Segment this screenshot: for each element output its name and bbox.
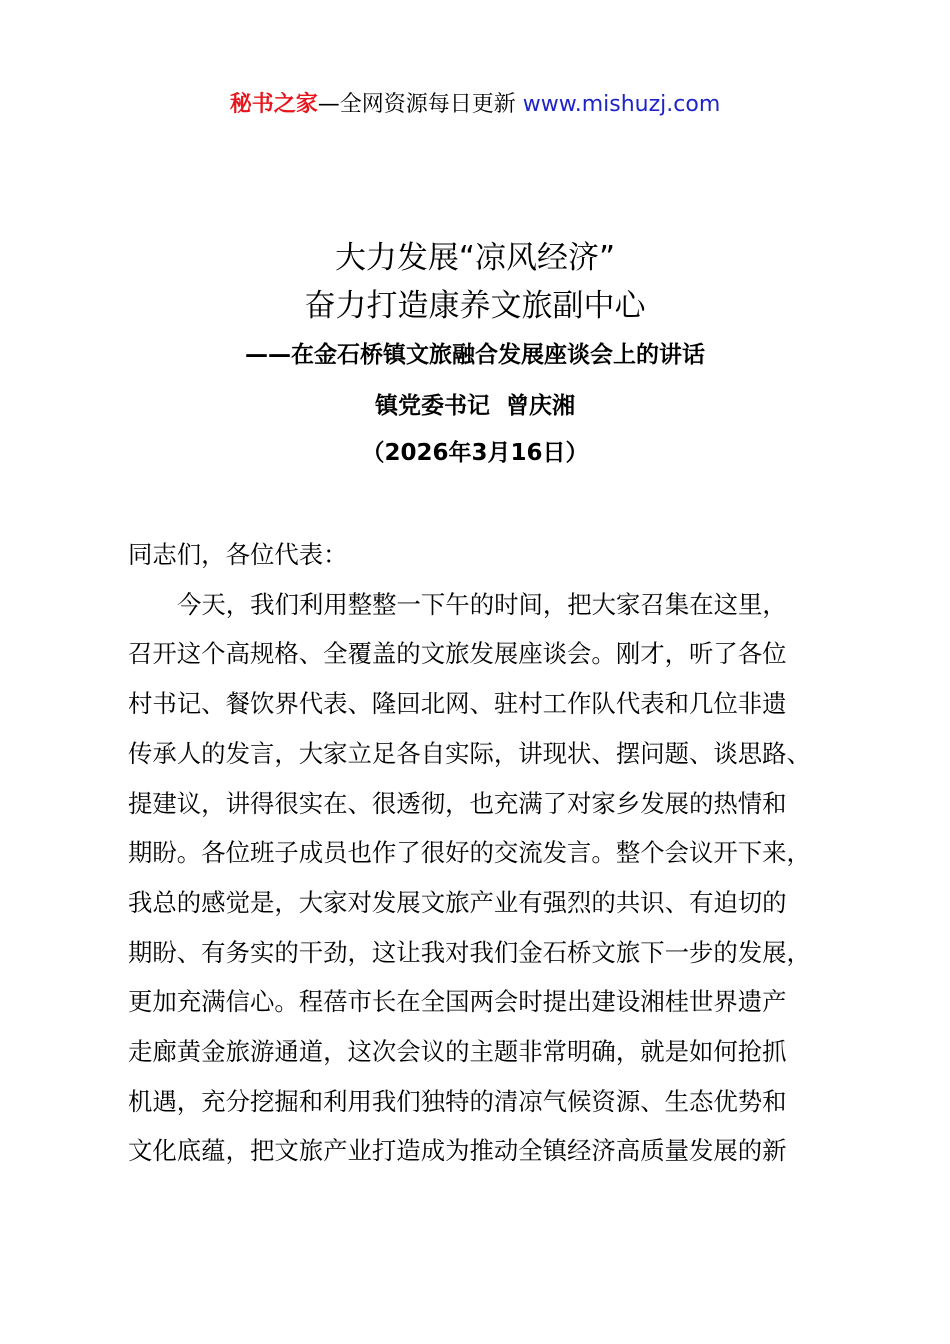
speech-body (128, 530, 858, 1176)
title-line-1: 大力发展“凉风经济” (334, 240, 616, 276)
paragraph-line: 期盼、有务实的干劲，这让我对我们金石桥文旅下一步的发展， (128, 937, 811, 967)
salutation: 同志们，各位代表： (128, 540, 348, 569)
brand-name: 秘书之家 (229, 92, 318, 117)
paragraph-line: 走廊黄金旅游通道，这次会议的主题非常明确，就是如何抢抓 (128, 1037, 787, 1067)
paragraph-line: 更加充满信心。程蓓市长在全国两会时提出建设湘桂世界遗产 (128, 987, 787, 1017)
paragraph-line: 机遇，充分挖掘和利用我们独特的清凉气候资源、生态优势和 (128, 1086, 787, 1116)
header-tagline: —全网资源每日更新 (317, 92, 516, 117)
paragraph-line: 我总的感觉是，大家对发展文旅产业有强烈的共识、有迫切的 (128, 887, 787, 917)
site-header (0, 88, 950, 122)
paragraph-line: 村书记、餐饮界代表、隆回北网、驻村工作队代表和几位非遗 (128, 689, 787, 719)
speaker-line: 镇党委书记 曾庆湘 (374, 393, 575, 419)
paragraph-line: 提建议，讲得很实在、很透彻，也充满了对家乡发展的热情和 (128, 788, 787, 818)
paragraph-line: 传承人的发言，大家立足各自实际，讲现状、摆问题、谈思路、 (128, 738, 811, 768)
speech-occasion: ——在金石桥镇文旅融合发展座谈会上的讲话 (245, 342, 705, 368)
paragraph-line: 文化底蕴，把文旅产业打造成为推动全镇经济高质量发展的新 (128, 1136, 787, 1166)
speech-date: （2026年3月16日） (361, 440, 589, 466)
paragraph-line: 召开这个高规格、全覆盖的文旅发展座谈会。刚才，听了各位 (128, 639, 787, 669)
paragraph-line: 期盼。各位班子成员也作了很好的交流发言。整个会议开下来， (128, 838, 811, 868)
paragraph-line: 今天，我们利用整整一下午的时间，把大家召集在这里， (177, 589, 787, 619)
site-url-link[interactable]: www.mishuzj.com (522, 92, 721, 117)
title-line-2: 奋力打造康养文旅副中心 (304, 288, 646, 324)
